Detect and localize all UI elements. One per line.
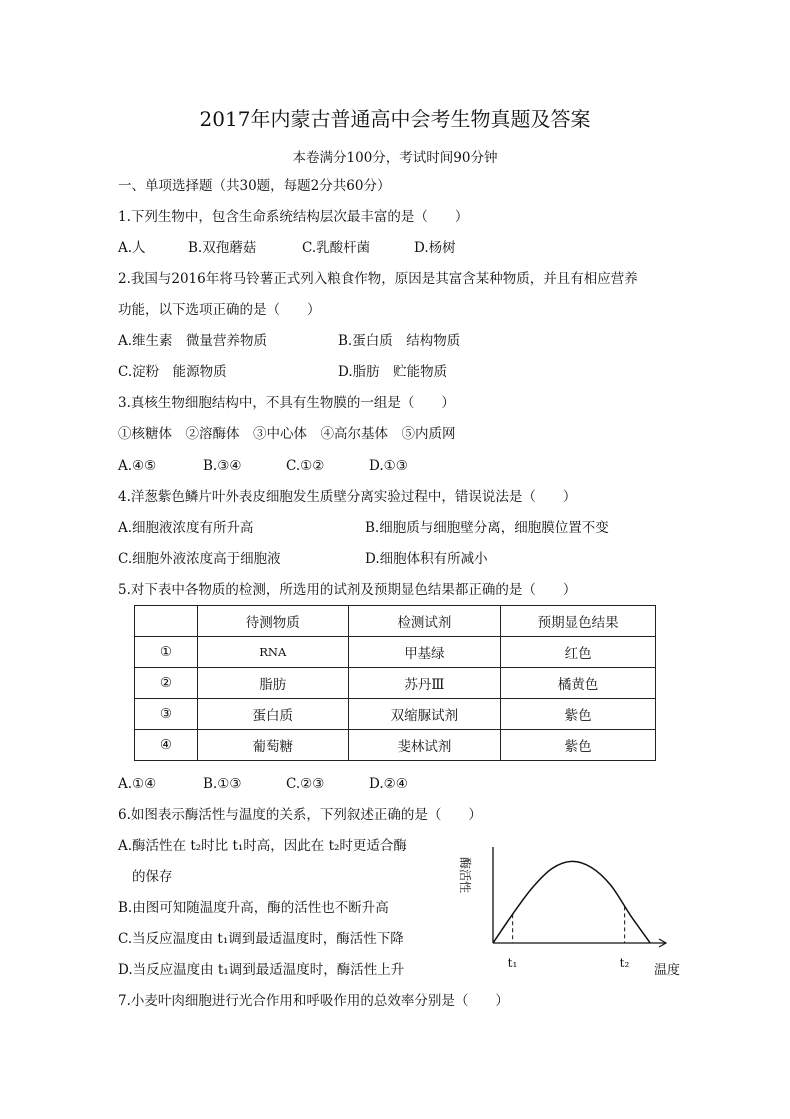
table-header-cell: 预期显色结果 [501, 606, 656, 637]
table-header-cell: 检测试剂 [348, 606, 501, 637]
table-cell: ① [135, 637, 198, 668]
t1-tick-label: t₁ [507, 956, 518, 970]
q6-option-a-line1: A.酶活性在 t₂时比 t₁时高，因此在 t₂时更适合酶 [118, 838, 407, 854]
table-cell: 蛋白质 [197, 699, 348, 730]
table-cell: RNA [197, 637, 348, 668]
q2-option-a: A.维生素 微量营养物质 [118, 333, 268, 349]
q6-option-c: C.当反应温度由 t₁调到最适温度时，酶活性下降 [118, 931, 404, 947]
q2-option-b: B.蛋白质 结构物质 [338, 333, 461, 349]
table-row [135, 637, 656, 668]
q5-stem: 5.对下表中各物质的检测，所选用的试剂及预期显色结果都正确的是（ ） [118, 582, 577, 598]
q1-option-a: A.人 [118, 240, 146, 256]
q5-option-a: A.①④ [118, 776, 157, 792]
x-axis-label: 温度 [654, 963, 681, 978]
q3-option-d: D.①③ [369, 458, 408, 474]
q2-option-d: D.脂肪 贮能物质 [338, 364, 448, 380]
q3-stem: 3.真核生物细胞结构中，不具有生物膜的一组是（ ） [118, 395, 455, 411]
table-cell: ③ [135, 699, 198, 730]
table-row [135, 668, 656, 699]
table-cell: ④ [135, 730, 198, 761]
q5-option-d: D.②④ [369, 776, 408, 792]
table-row [135, 699, 656, 730]
table-cell: 双缩脲试剂 [348, 699, 501, 730]
q3-items: ①核糖体 ②溶酶体 ③中心体 ④高尔基体 ⑤内质网 [118, 426, 456, 442]
q6-stem: 6.如图表示酶活性与温度的关系，下列叙述正确的是（ ） [118, 807, 482, 823]
table-cell: 斐林试剂 [348, 730, 501, 761]
q2-option-c: C.淀粉 能源物质 [118, 364, 227, 380]
q5-option-c: C.②③ [286, 776, 325, 792]
table-cell: 橘黄色 [501, 668, 656, 699]
q1-option-d: D.杨树 [414, 240, 456, 256]
q7-stem: 7.小麦叶肉细胞进行光合作用和呼吸作用的总效率分别是（ ） [118, 993, 509, 1009]
q2-stem-line1: 2.我国与2016年将马铃薯正式列入粮食作物，原因是其富含某种物质，并且有相应营养 [118, 271, 638, 287]
q2-stem-line2: 功能，以下选项正确的是（ ） [118, 302, 321, 318]
q3-option-c: C.①② [286, 458, 325, 474]
q3-option-a: A.④⑤ [118, 458, 157, 474]
q1-option-c: C.乳酸杆菌 [302, 240, 371, 256]
q4-stem: 4.洋葱紫色鳞片叶外表皮细胞发生质壁分离实验过程中，错误说法是（ ） [118, 489, 577, 505]
table-header-cell [135, 606, 198, 637]
q4-option-b: B.细胞质与细胞壁分离，细胞膜位置不变 [365, 520, 609, 536]
page-subtitle: 本卷满分100分，考试时间90分钟 [292, 150, 498, 166]
q6-option-d: D.当反应温度由 t₁调到最适温度时，酶活性上升 [118, 962, 405, 978]
table-cell: 甲基绿 [348, 637, 501, 668]
q5-table [134, 605, 656, 761]
table-cell: 葡萄糖 [197, 730, 348, 761]
enzyme-activity-chart [455, 845, 690, 980]
table-cell: 紫色 [501, 699, 656, 730]
y-axis-label: 酶活性 [458, 857, 472, 894]
q4-option-d: D.细胞体积有所减小 [365, 551, 488, 567]
table-header-row [135, 606, 656, 637]
table-row [135, 730, 656, 761]
page-title: 2017年内蒙古普通高中会考生物真题及答案 [199, 107, 591, 131]
q6-option-b: B.由图可知随温度升高，酶的活性也不断升高 [118, 900, 389, 916]
section-heading: 一、单项选择题（共30题，每题2分共60分） [118, 178, 391, 194]
table-cell: 紫色 [501, 730, 656, 761]
q6-option-a-line2: 的保存 [132, 869, 173, 885]
table-cell: 苏丹Ⅲ [348, 668, 501, 699]
table-cell: 红色 [501, 637, 656, 668]
table-cell: 脂肪 [197, 668, 348, 699]
table-header-cell: 待测物质 [197, 606, 348, 637]
table-cell: ② [135, 668, 198, 699]
q3-option-b: B.③④ [203, 458, 242, 474]
q4-option-c: C.细胞外液浓度高于细胞液 [118, 551, 281, 567]
t2-tick-label: t₂ [619, 956, 630, 970]
q1-stem: 1.下列生物中，包含生命系统结构层次最丰富的是（ ） [118, 209, 469, 225]
q1-option-b: B.双孢蘑菇 [188, 240, 257, 256]
activity-curve [493, 861, 650, 943]
q5-option-b: B.①③ [203, 776, 242, 792]
q4-option-a: A.细胞液浓度有所升高 [118, 520, 254, 536]
